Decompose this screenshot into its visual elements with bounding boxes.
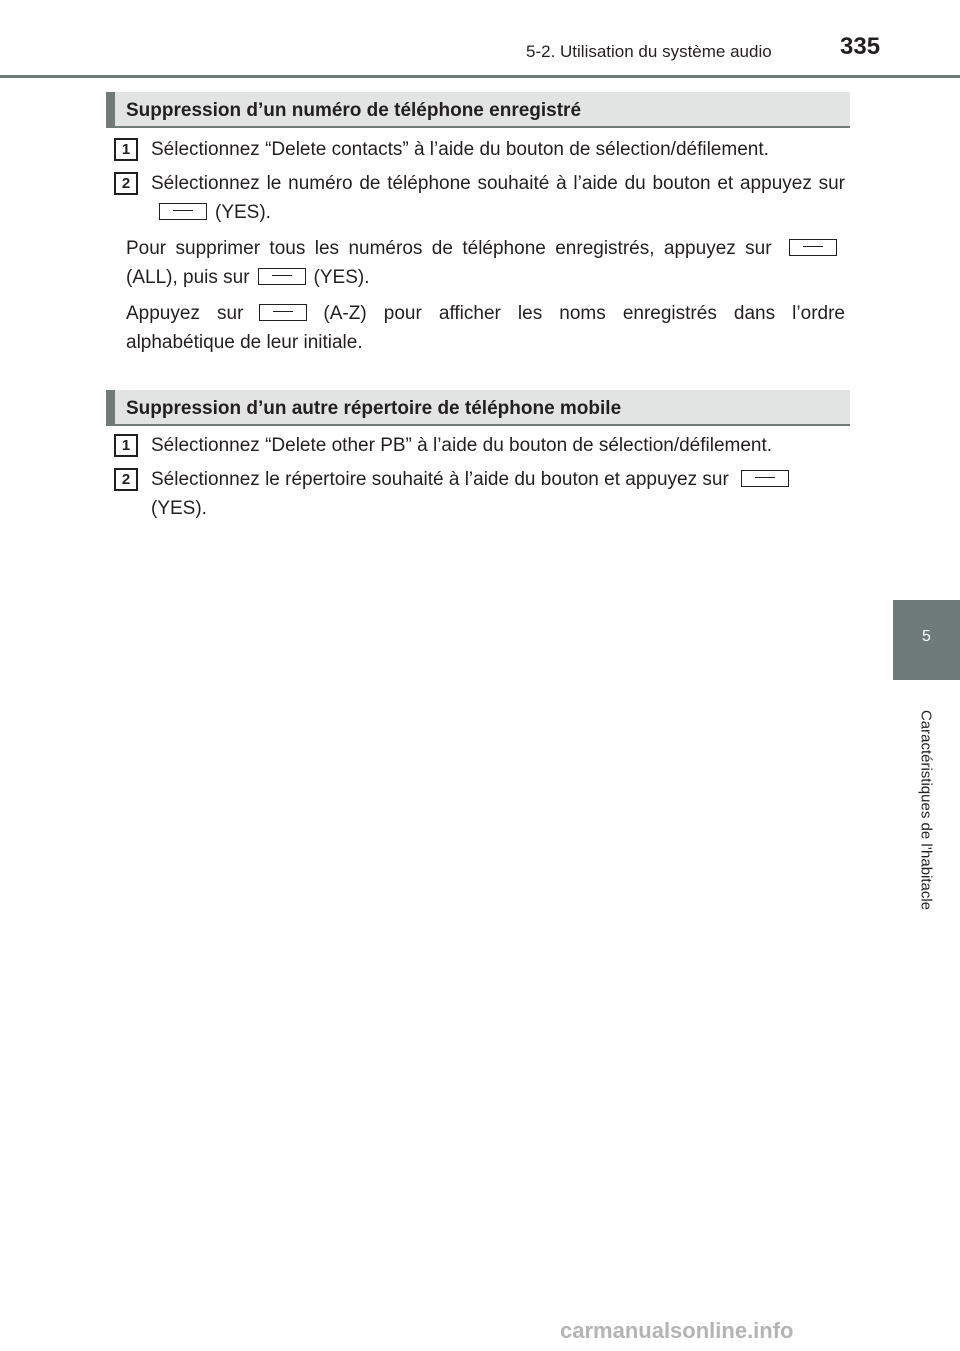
step-number-1: 1 (114, 434, 138, 457)
watermark: carmanualsonline.info (560, 1318, 794, 1343)
note-sort-az (126, 299, 845, 357)
step-text-2 (151, 465, 845, 523)
step-number-1: 1 (114, 138, 138, 161)
chapter-title: Caractéristiques de l’habitacle (917, 709, 935, 911)
note-text: Pour supprimer tous les numéros de téléphone enregistrés, appuyez sur (126, 238, 772, 259)
chapter-number: 5 (922, 628, 931, 645)
step-text-1 (151, 135, 851, 164)
header-section-title: 5-2. Utilisation du système audio (526, 42, 772, 61)
step-number-2: 2 (114, 172, 138, 195)
step-text-2 (151, 169, 845, 227)
step-text: Sélectionnez “Delete contacts” à l’aide du bouton de sélection/défilement. (151, 139, 769, 160)
preset-button-icon (159, 203, 207, 220)
step-text: Sélectionnez “Delete other PB” à l’aide du bouton de sélection/défilement. (151, 435, 773, 456)
section-title: Suppression d’un numéro de téléphone enregistré (126, 100, 582, 121)
preset-button-icon (741, 470, 789, 487)
section-title: Suppression d’un autre répertoire de téléphone mobile (126, 398, 622, 419)
section-accent-bar (106, 390, 115, 424)
chapter-tab (893, 600, 960, 680)
note-text: (ALL), puis sur (126, 267, 250, 288)
step-text: (YES). (151, 498, 207, 519)
section-accent-bar (106, 92, 115, 126)
step-text: Sélectionnez le numéro de téléphone souhaité à l’aide du bouton et appuyez sur (151, 173, 845, 194)
step-number-2: 2 (114, 468, 138, 491)
note-text: (A-Z) pour afficher les noms enregistrés dans l’ordre alphabétique de leur initiale. (126, 303, 845, 353)
preset-button-icon (259, 304, 307, 321)
page-header (0, 0, 960, 78)
step-text-1 (151, 431, 851, 460)
section-header-delete-phonebook (106, 390, 850, 426)
preset-button-icon (258, 268, 306, 285)
note-text: (YES). (313, 267, 370, 288)
note-delete-all (126, 234, 845, 292)
note-text: Appuyez sur (126, 303, 244, 324)
page-number: 335 (840, 33, 881, 60)
section-header-delete-number (106, 92, 850, 128)
preset-button-icon (789, 239, 837, 256)
step-text: Sélectionnez le répertoire souhaité à l’aide du bouton et appuyez sur (151, 469, 729, 490)
step-text: (YES). (215, 202, 271, 223)
